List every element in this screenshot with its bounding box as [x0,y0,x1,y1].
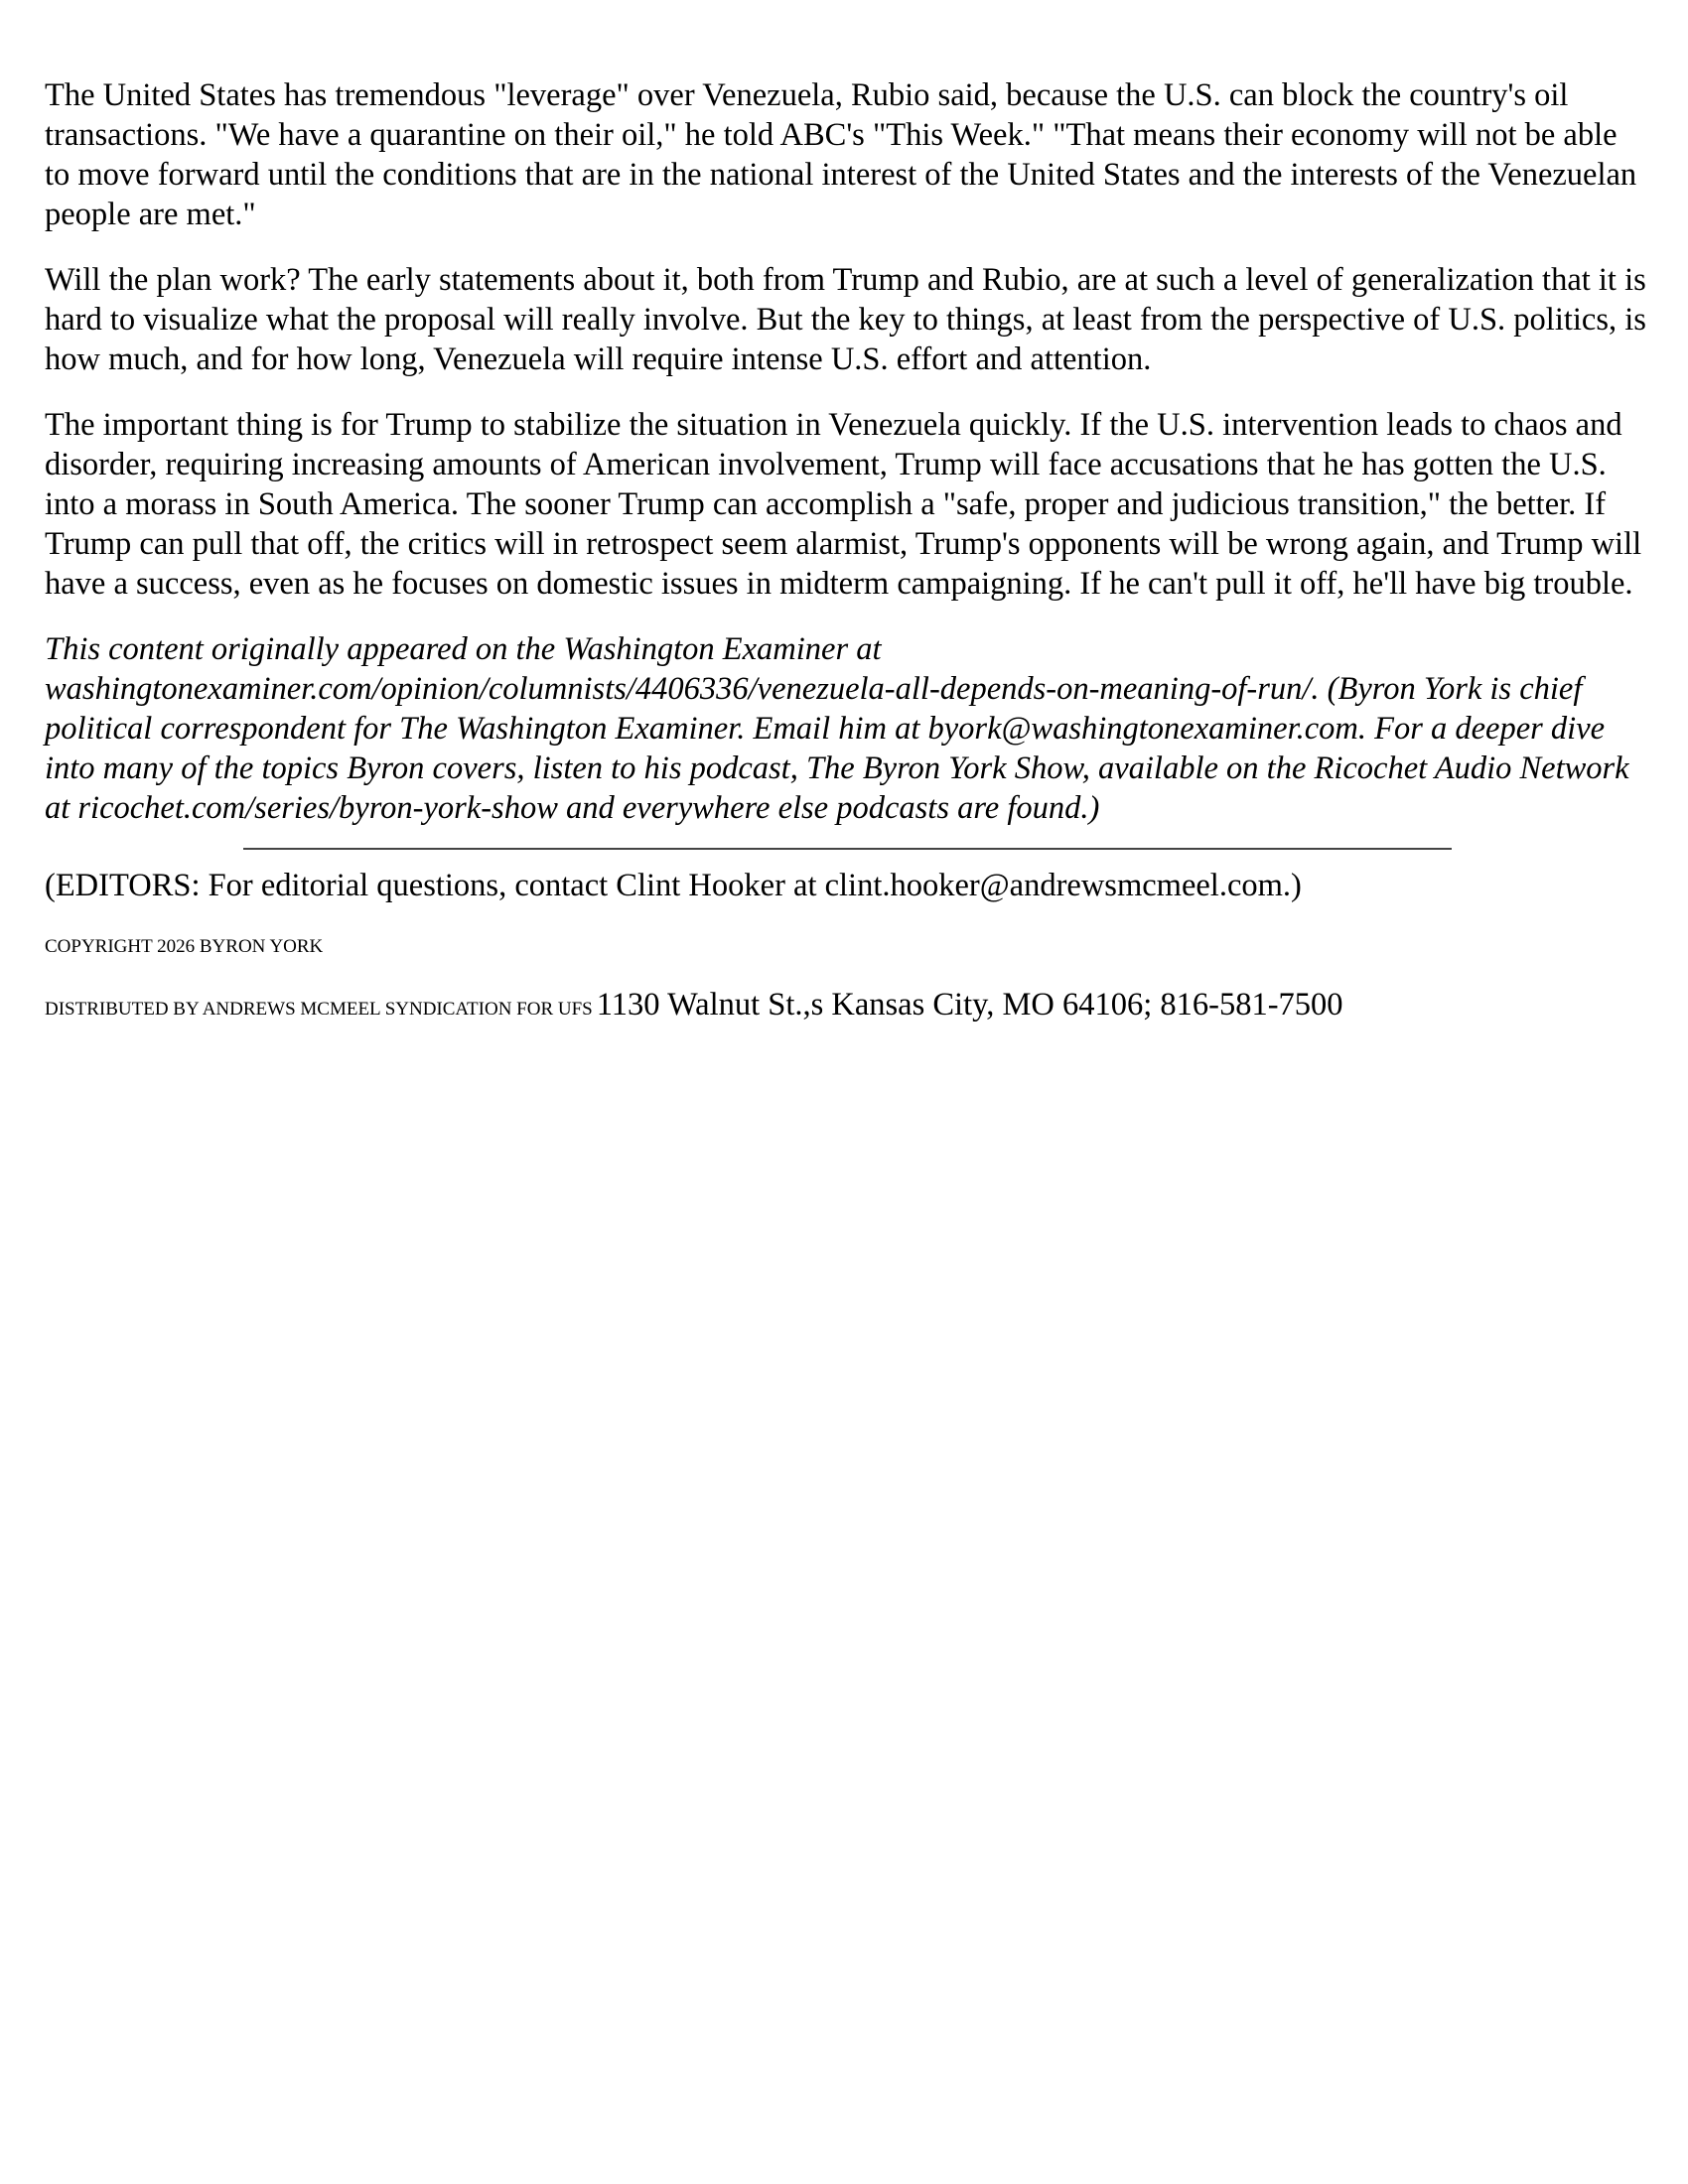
distribution-line [45,987,1648,1024]
body-paragraph: Will the plan work? The early statements about it, both from Trump and Rubio, are at such a level of generalization that it is hard to visualize what the proposal will really involve. But the key to things, at least from the perspective of U.S. politics, is how much, and for how long, Venezuela will require intense U.S. effort and attention. [45,262,1646,377]
editors-note: (EDITORS: For editorial questions, contact Clint Hooker at clint.hooker@andrewsmcmeel.com.) [45,868,1302,903]
copyright-line: COPYRIGHT 2026 BYRON YORK [45,936,324,957]
distributor-label: DISTRIBUTED BY ANDREWS MCMEEL SYNDICATION FOR UFS [45,999,593,1020]
body-paragraph: The United States has tremendous "leverage" over Venezuela, Rubio said, because the U.S. can block the country's oil transactions. "We have a quarantine on their oil," he told ABC's "This Week." "That means their economy will not be able to move forward until the conditions that are in the national interest of the United States and the interests of the Venezuelan people are met." [45,77,1637,232]
section-divider [243,848,1452,850]
distributor-address: 1130 Walnut St.,s Kansas City, MO 64106; 816-581-7500 [596,987,1343,1023]
author-tagline: This content originally appeared on the Washington Examiner at washingtonexaminer.com/opinion/columnists/4406336/venezuela-all-depends-on-meaning-of-run/. (Byron York is chief political correspondent for The Washington Examiner. Email him at byork@washingtonexaminer.com. For a deeper dive into many of the topics Byron covers, listen to his podcast, The Byron York Show, available on the Ricochet Audio Network at ricochet.com/series/byron-york-show and everywhere else podcasts are found.) [45,631,1629,826]
body-paragraph: The important thing is for Trump to stabilize the situation in Venezuela quickly. If the U.S. intervention leads to chaos and disorder, requiring increasing amounts of American involvement, Trump will face accusations that he has gotten the U.S. into a morass in South America. The sooner Trump can accomplish a "safe, proper and judicious transition," the better. If Trump can pull that off, the critics will in retrospect seem alarmist, Trump's opponents will be wrong again, and Trump will have a success, even as he focuses on domestic issues in midterm campaigning. If he can't pull it off, he'll have big trouble. [45,407,1642,602]
document-page [45,75,1648,1024]
